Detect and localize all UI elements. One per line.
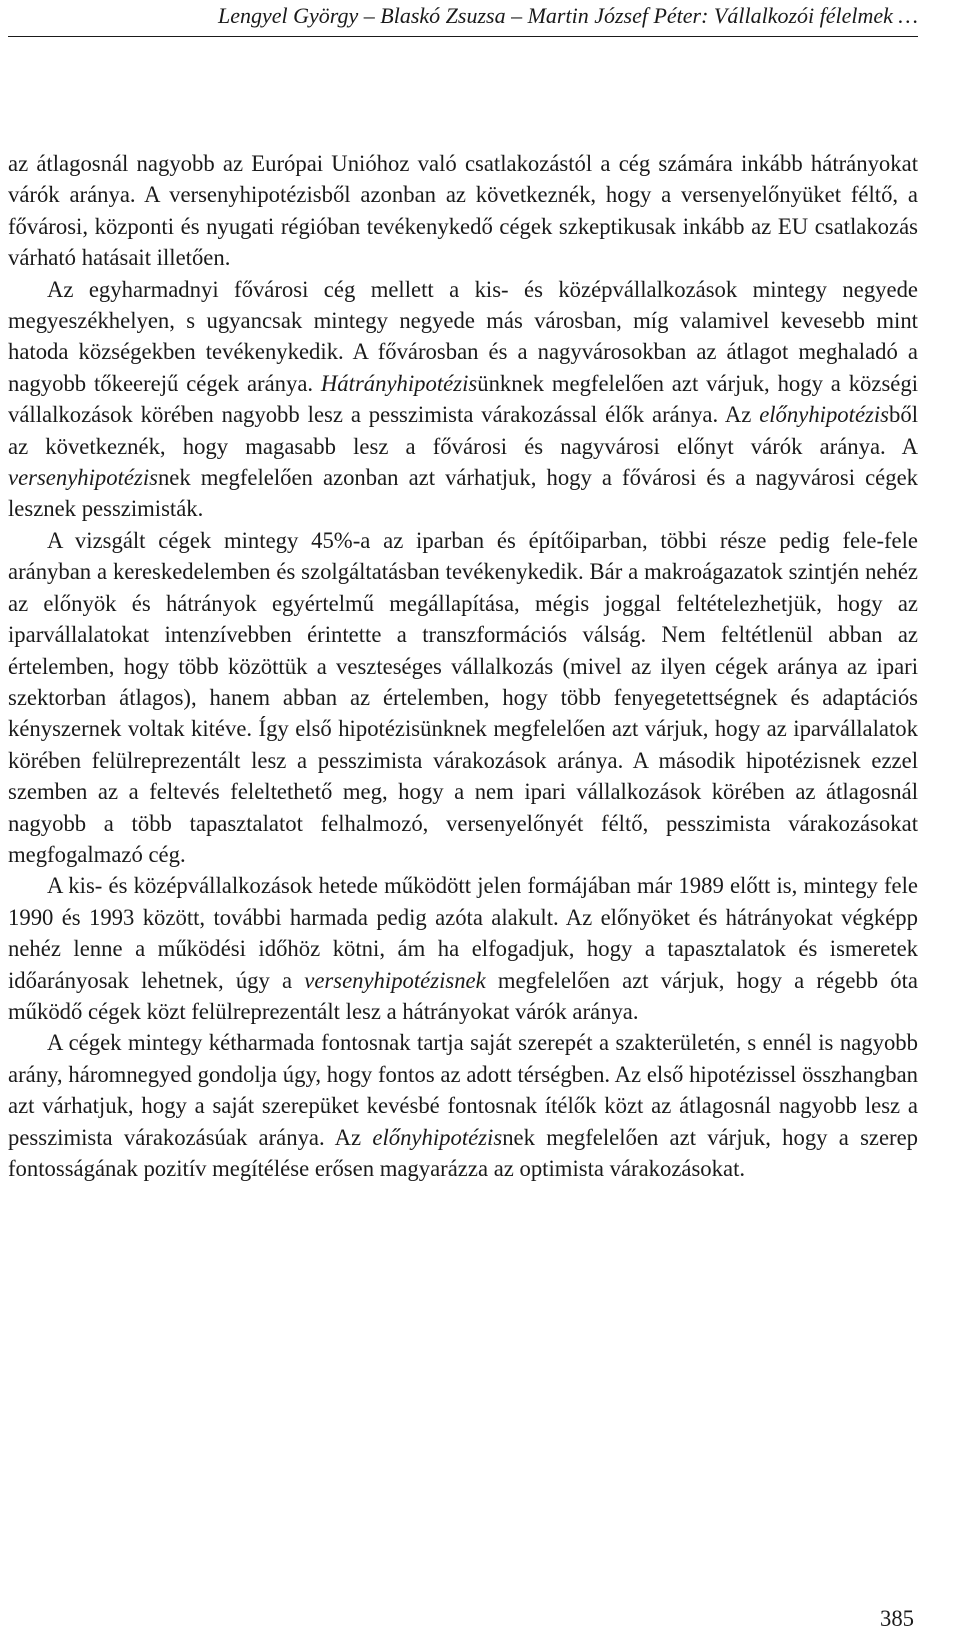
paragraph-2-emphasis-3: versenyhipotézis (8, 465, 158, 491)
paragraph-4-text-a: A kis- és középvállalkozások hetede működött jelen formájában már 1989 előtt is, mintegy fele 1990 és 1993 között, további harmada pedig azóta alakult. Az előnyöket és hátrányokat végképp nehéz lenne a működési időhöz kötni, ám ha elfogadjuk, hogy a tapasztalatok és ismeretek időarányosak lehetnek, úgy a (8, 873, 918, 993)
page-number: 385 (879, 1606, 914, 1631)
paragraph-2-text-d: nek megfelelően azonban azt várhatjuk, hogy a fővárosi és a nagyvárosi cégek lesznek pesszimisták. (8, 465, 918, 522)
paragraph-4-text-b: megfelelően azt várjuk, hogy a régebb óta működő cégek közt felülreprezentált lesz a hátrányokat várók aránya. (8, 967, 918, 1024)
running-header: Lengyel György – Blaskó Zsuzsa – Martin József Péter: Vállalkozói félelmek … (217, 3, 918, 28)
paragraph-5-text-a: A cégek mintegy kétharmada fontosnak tartja saját szerepét a szakterületén, s ennél is nagyobb arány, háromnegyed gondolja úgy, hogy fontos az adott térségben. Az első hipotézissel összhangban azt várhatjuk, hogy a saját szerepüket kevésbé fontosnak ítélők közt az átlagosnál nagyobb lesz a pesszimista várakozásúak aránya. Az (8, 1030, 918, 1150)
paragraph-2-emphasis-1: Hátrányhipotézis (320, 370, 478, 396)
paragraph-3: A vizsgált cégek mintegy 45%-a az iparban és építőiparban, többi része pedig fele-fele arányban a kereskedelemben és szolgáltatásban tevékenykedik. Bár a makroágazatok szintjén nehéz az előnyök és hátrányok egyértelmű megállapítása, mégis joggal feltételezhetjük, hogy az iparvállalatokat intenzívebben érintette a transzformációs válság. Nem feltétlenül abban az értelemben, hogy több közöttük a veszteséges vállalkozás (mivel az ilyen cégek aránya az ipari szektorban átlagos), hanem abban az értelemben, hogy több fenyegetettségnek és adaptációs kényszernek voltak kitéve. Így első hipotézisünknek megfelelően azt várjuk, hogy az iparvállalatok körében felülreprezentált lesz a pesszimista várakozások aránya. A második hipotézisnek ezzel szemben az a feltevés feleltethető meg, hogy a nem ipari vállalkozások körében az átlagosnál nagyobb a több tapasztalatot felhalmozó, versenyelőnyét féltő, pesszimista várakozásokat megfogalmazó cég. (8, 527, 918, 867)
paragraph-4 (8, 870, 918, 1027)
paragraph-5 (8, 1027, 918, 1184)
paragraph-5-emphasis-1: előnyhipotézis (372, 1124, 503, 1150)
paragraph-5-text-b: nek megfelelően azt várjuk, hogy a szerep fontosságának pozitív megítélése erősen magyarázza az optimista várakozásokat. (8, 1124, 919, 1181)
paragraph-2 (8, 274, 918, 525)
paragraph-2-text-c: ből az következnék, hogy magasabb lesz a fővárosi és nagyvárosi előnyt várók aránya. A (8, 402, 918, 459)
paragraph-4-emphasis-1: versenyhipotézisnek (304, 967, 486, 993)
paragraph-2-text-a: Az egyharmadnyi fővárosi cég mellett a kis- és középvállalkozások mintegy negyede megyeszékhelyen, s ugyancsak mintegy negyede más városban, míg valamivel kevesebb mint hatoda községekben tevékenykedik. A fővárosban és a nagyvárosokban az átlagot meghaladó a nagyobb tőkeerejű cégek aránya. (8, 276, 918, 396)
header-rule (8, 36, 918, 37)
paragraph-2-text-b: ünknek megfelelően azt várjuk, hogy a községi vállalkozások körében nagyobb lesz a pesszimista várakozással élők aránya. Az (8, 370, 918, 428)
paragraph-2-emphasis-2: előnyhipotézis (759, 402, 889, 428)
body-text (8, 148, 918, 1184)
paragraph-1: az átlagosnál nagyobb az Európai Unióhoz való csatlakozástól a cég számára inkább hátrányokat várók aránya. A versenyhipotézisből azonban az következnék, hogy a versenyelőnyüket féltő, a fővárosi, központi és nyugati régióban tevékenykedő cégek szkeptikusak inkább az EU csatlakozás várható hatásait illetően. (8, 151, 918, 271)
